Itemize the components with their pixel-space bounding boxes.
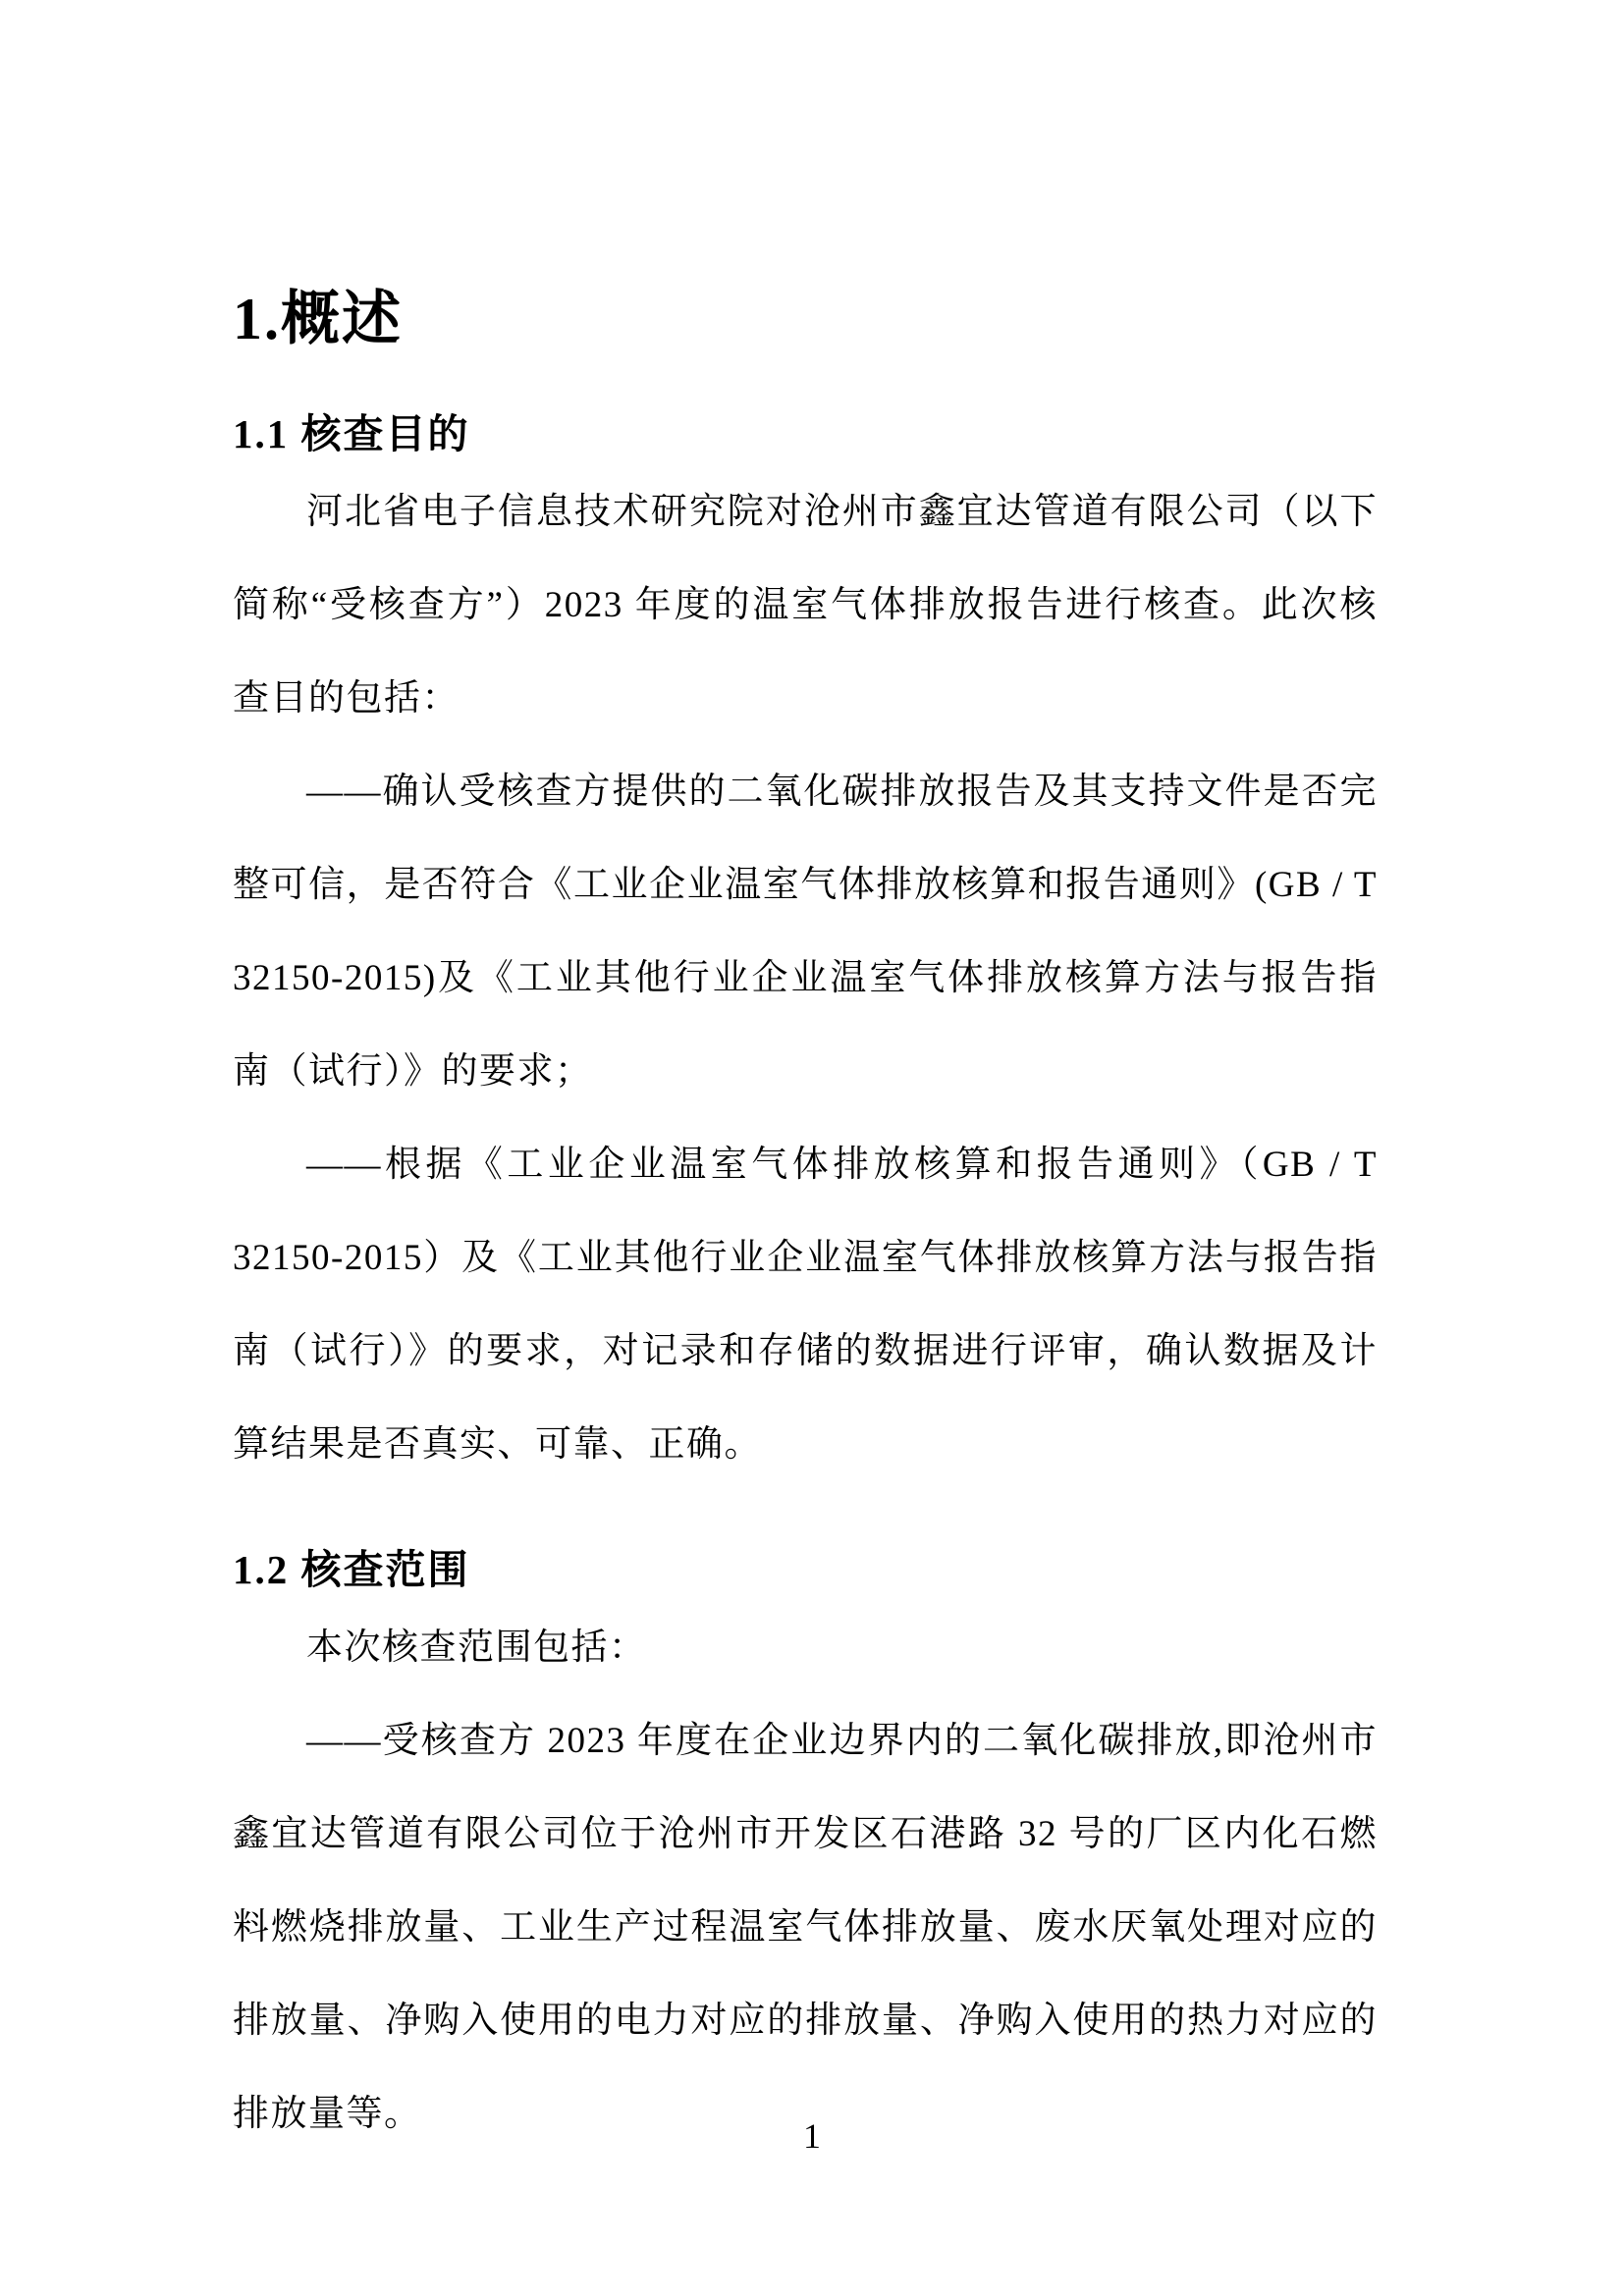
document-title: 1.概述 — [233, 287, 403, 351]
section-heading-verification-scope: 1.2 核查范围 — [233, 1547, 470, 1592]
paragraph-purpose-item-1: ——确认受核查方提供的二氧化碳排放报告及其支持文件是否完整可信，是否符合《工业企业温室气体排放核算和报告通则》(GB / T 32150-2015)及《工业其他行业企业温室气体排放核算方法与报告指南（试行）》的要求； — [233, 772, 1378, 1092]
paragraph-scope-intro: 本次核查范围包括： — [306, 1628, 647, 1668]
paragraph-scope-item-1: ——受核查方 2023 年度在企业边界内的二氧化碳排放,即沧州市鑫宜达管道有限公司位于沧州市开发区石港路 32 号的厂区内化石燃料燃烧排放量、工业生产过程温室气体排放量、废水厌氧处理对应的排放量、净购入使用的电力对应的排放量、净购入使用的热力对应的排放量等。 — [233, 1721, 1378, 2134]
paragraph-purpose-intro: 河北省电子信息技术研究院对沧州市鑫宜达管道有限公司（以下简称“受核查方”）2023 年度的温室气体排放报告进行核查。此次核查目的包括： — [233, 492, 1378, 719]
section-heading-verification-purpose: 1.1 核查目的 — [233, 411, 470, 456]
paragraph-purpose-item-2: ——根据《工业企业温室气体排放核算和报告通则》（GB / T 32150-2015）及《工业其他行业企业温室气体排放核算方法与报告指南（试行）》的要求，对记录和存储的数据进行评审，确认数据及计算结果是否真实、可靠、正确。 — [233, 1145, 1378, 1465]
page-number: 1 — [803, 2116, 821, 2156]
document-content — [233, 0, 1378, 2161]
